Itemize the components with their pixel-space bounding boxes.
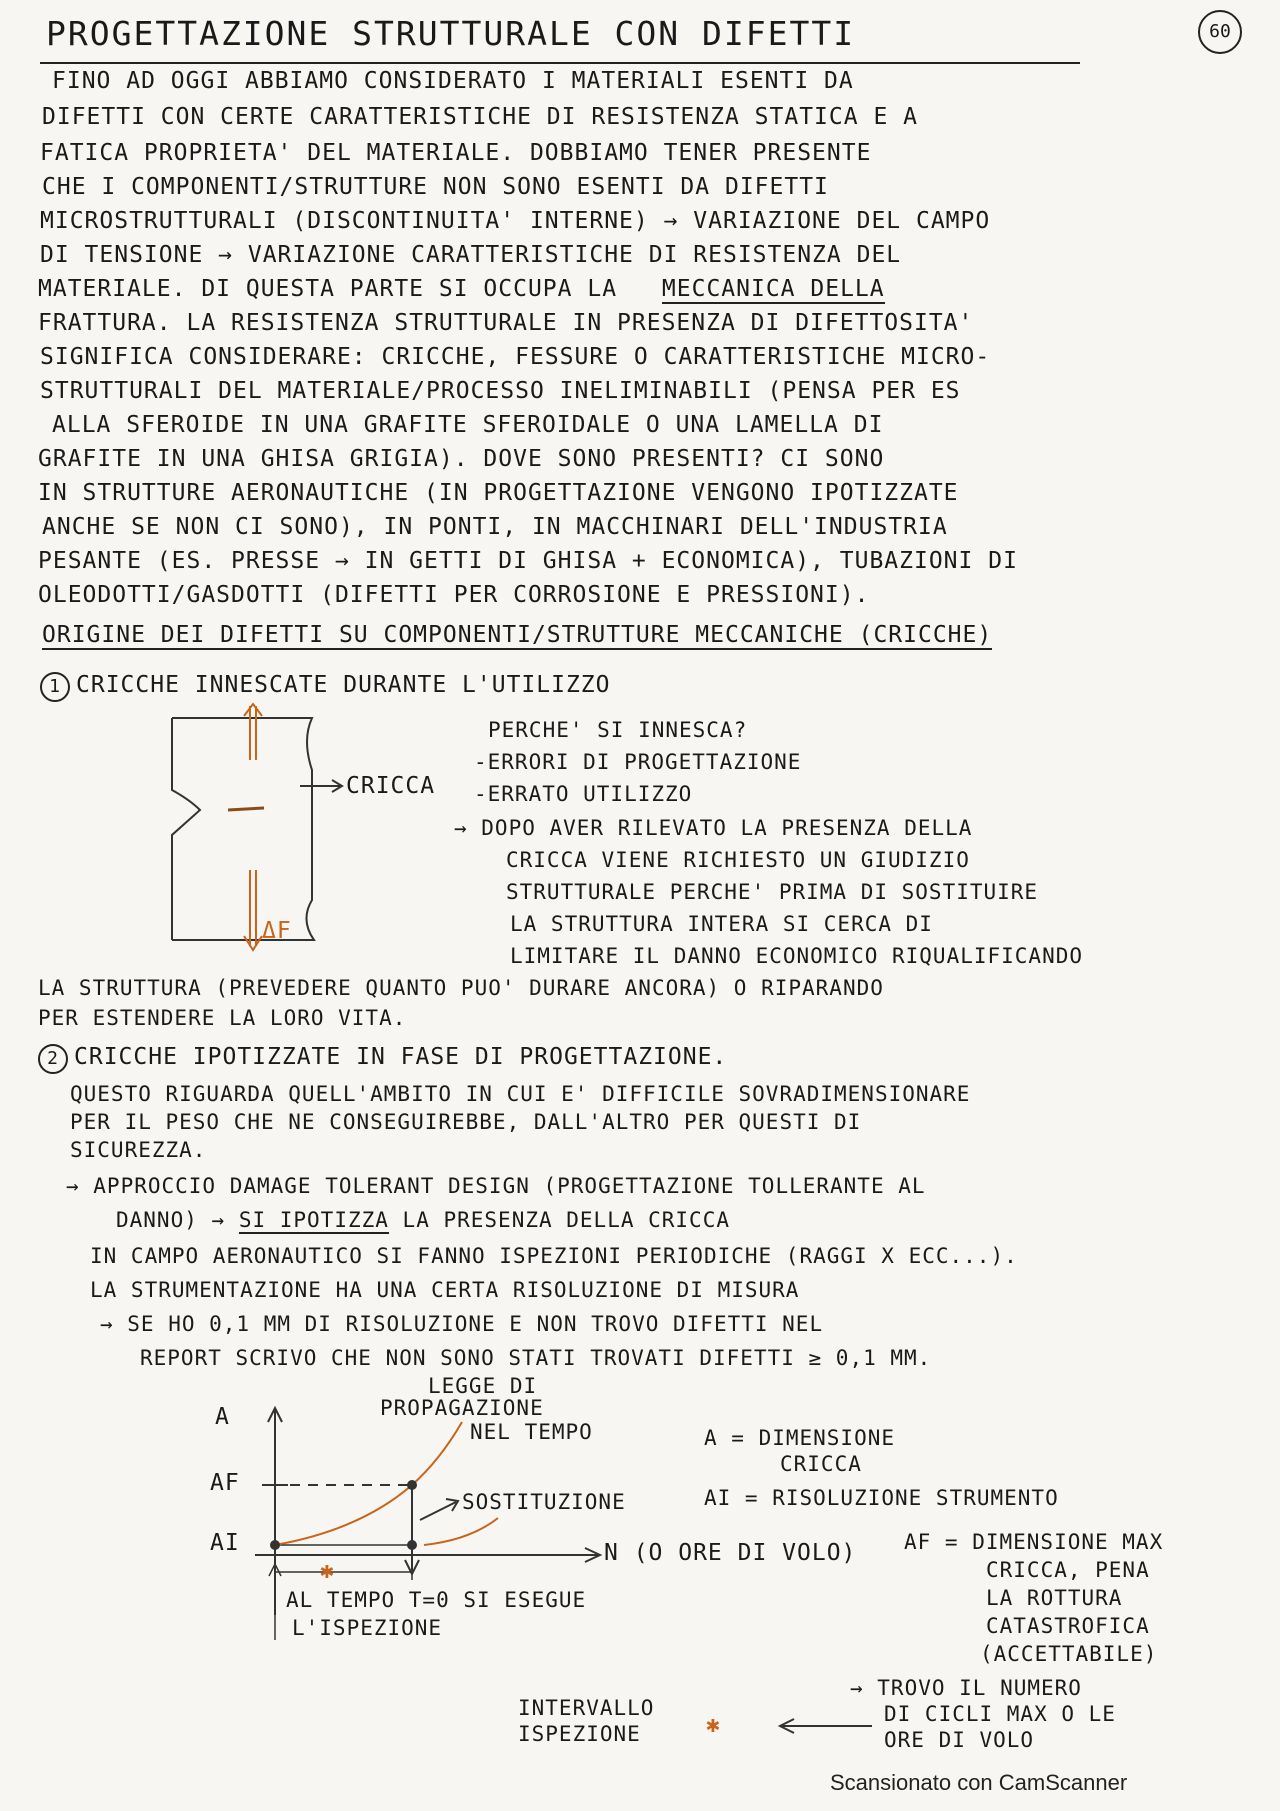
item2-line-text: DANNO) → [116, 1208, 226, 1232]
t0-label: L'ISPEZIONE [292, 1616, 443, 1640]
law-label: PROPAGAZIONE [380, 1396, 544, 1420]
item2-line: IN CAMPO AERONAUTICO SI FANNO ISPEZIONI PERIODICHE (RAGGI X ECC...). [90, 1244, 1018, 1268]
interval-label: INTERVALLO [518, 1696, 655, 1720]
interval-mark: ✱ [320, 1558, 335, 1584]
af-definition: LA ROTTURA [986, 1586, 1123, 1610]
hypothesis-tail: LA PRESENZA DELLA CRICCA [402, 1208, 730, 1232]
item2-heading: CRICCHE IPOTIZZATE IN FASE DI PROGETTAZIONE. [74, 1044, 728, 1070]
cycles-note: → TROVO IL NUMERO [850, 1676, 1082, 1700]
intro-line: FINO AD OGGI ABBIAMO CONSIDERATO I MATERIALI ESENTI DA [52, 68, 854, 94]
t0-label: AL TEMPO T=0 SI ESEGUE [286, 1588, 587, 1612]
ai-definition: AI = RISOLUZIONE STRUMENTO [704, 1486, 1059, 1510]
cycles-note: DI CICLI MAX O LE [884, 1702, 1116, 1726]
ai-label: AI [210, 1530, 240, 1556]
a-definition: A = DIMENSIONE [704, 1426, 896, 1450]
intro-line: IN STRUTTURE AERONAUTICHE (IN PROGETTAZIONE VENGONO IPOTIZZATE [38, 480, 959, 506]
hypothesis-highlight: SI IPOTIZZA [238, 1208, 389, 1232]
interval-label: ISPEZIONE [518, 1722, 641, 1746]
intro-line: FATICA PROPRIETA' DEL MATERIALE. DOBBIAMO TENER PRESENTE [40, 140, 872, 166]
item1-number: 1 [40, 672, 70, 702]
intro-line: SIGNIFICA CONSIDERARE: CRICCHE, FESSURE O CARATTERISTICHE MICRO- [40, 344, 991, 370]
cycles-note: ORE DI VOLO [884, 1728, 1035, 1752]
law-label: NEL TEMPO [470, 1420, 593, 1444]
interval-star: ✱ [706, 1712, 721, 1738]
a-definition: CRICCA [780, 1452, 862, 1476]
crack-label: CRICCA [346, 773, 436, 799]
item1-line: LIMITARE IL DANNO ECONOMICO RIQUALIFICANDO [510, 944, 1084, 968]
intro-line: GRAFITE IN UNA GHISA GRIGIA). DOVE SONO PRESENTI? CI SONO [38, 446, 885, 472]
replacement-label: SOSTITUZIONE [462, 1490, 626, 1514]
intro-line: DIFETTI CON CERTE CARATTERISTICHE DI RESISTENZA STATICA E A [42, 104, 918, 130]
axis-a-label: A [215, 1404, 230, 1430]
origin-heading: ORIGINE DEI DIFETTI SU COMPONENTI/STRUTTURE MECCANICHE (CRICCHE) [42, 622, 993, 648]
intro-line: FRATTURA. LA RESISTENZA STRUTTURALE IN PRESENZA DI DIFETTOSITA' [38, 310, 974, 336]
item1-line: PER ESTENDERE LA LORO VITA. [38, 1006, 407, 1030]
item2-line: LA STRUMENTAZIONE HA UNA CERTA RISOLUZIONE DI MISURA [90, 1278, 800, 1302]
item2-line: SICUREZZA. [70, 1138, 207, 1162]
item2-line: QUESTO RIGUARDA QUELL'AMBITO IN CUI E' DIFFICILE SOVRADIMENSIONARE [70, 1082, 971, 1106]
item2-line: PER IL PESO CHE NE CONSEGUIREBBE, DALL'ALTRO PER QUESTI DI [70, 1110, 862, 1134]
af-label: AF [210, 1470, 240, 1496]
af-definition: CATASTROFICA [986, 1614, 1150, 1638]
intro-line: MICROSTRUTTURALI (DISCONTINUITA' INTERNE) → VARIAZIONE DEL CAMPO [40, 208, 991, 234]
intro-line: CHE I COMPONENTI/STRUTTURE NON SONO ESENTI DA DIFETTI [42, 174, 829, 200]
law-label: LEGGE DI [428, 1374, 538, 1398]
item1-line: -ERRATO UTILIZZO [474, 782, 693, 806]
page-title: PROGETTAZIONE STRUTTURALE CON DIFETTI [46, 14, 856, 53]
intro-line: STRUTTURALI DEL MATERIALE/PROCESSO INELIMINABILI (PENSA PER ES [40, 378, 961, 404]
item2-line: → SE HO 0,1 MM DI RISOLUZIONE E NON TROVO DIFETTI NEL [100, 1312, 824, 1336]
intro-line: ANCHE SE NON CI SONO), IN PONTI, IN MACCHINARI DELL'INDUSTRIA [42, 514, 948, 540]
scanner-footer: Scansionato con CamScanner [830, 1770, 1128, 1795]
item1-line: PERCHE' SI INNESCA? [488, 718, 748, 742]
item1-line: LA STRUTTURA INTERA SI CERCA DI [510, 912, 933, 936]
af-definition: AF = DIMENSIONE MAX [904, 1530, 1164, 1554]
intro-line: ALLA SFEROIDE IN UNA GRAFITE SFEROIDALE O UNA LAMELLA DI [52, 412, 884, 438]
intro-line: OLEODOTTI/GASDOTTI (DIFETTI PER CORROSIONE E PRESSIONI). [38, 582, 870, 608]
af-definition: CRICCA, PENA [986, 1558, 1150, 1582]
intro-line: PESANTE (ES. PRESSE → IN GETTI DI GHISA + ECONOMICA), TUBAZIONI DI [38, 548, 1018, 574]
item1-line: CRICCA VIENE RICHIESTO UN GIUDIZIO [506, 848, 970, 872]
item1-line: → DOPO AVER RILEVATO LA PRESENZA DELLA [454, 816, 973, 840]
item1-line: STRUTTURALE PERCHE' PRIMA DI SOSTITUIRE [506, 880, 1039, 904]
intro-line: DI TENSIONE → VARIAZIONE CARATTERISTICHE DI RESISTENZA DEL [40, 242, 902, 268]
item1-line: -ERRORI DI PROGETTAZIONE [474, 750, 802, 774]
item2-line: → APPROCCIO DAMAGE TOLERANT DESIGN (PROGETTAZIONE TOLLERANTE AL [66, 1174, 926, 1198]
item1-heading: CRICCHE INNESCATE DURANTE L'UTILIZZO [76, 672, 611, 698]
x-axis-label: N (O ORE DI VOLO) [604, 1540, 857, 1566]
item1-line: LA STRUTTURA (PREVEDERE QUANTO PUO' DURARE ANCORA) O RIPARANDO [38, 976, 884, 1000]
page-number: 60 [1198, 10, 1242, 54]
item2-line: REPORT SCRIVO CHE NON SONO STATI TROVATI DIFETTI ≥ 0,1 MM. [140, 1346, 932, 1370]
af-definition: (ACCETTABILE) [980, 1642, 1158, 1666]
force-label: ΔF [262, 918, 292, 944]
meccanica-highlight: MECCANICA DELLA [661, 276, 885, 302]
intro-line-text: MATERIALE. DI QUESTA PARTE SI OCCUPA LA [38, 276, 618, 302]
item2-number: 2 [38, 1044, 68, 1074]
